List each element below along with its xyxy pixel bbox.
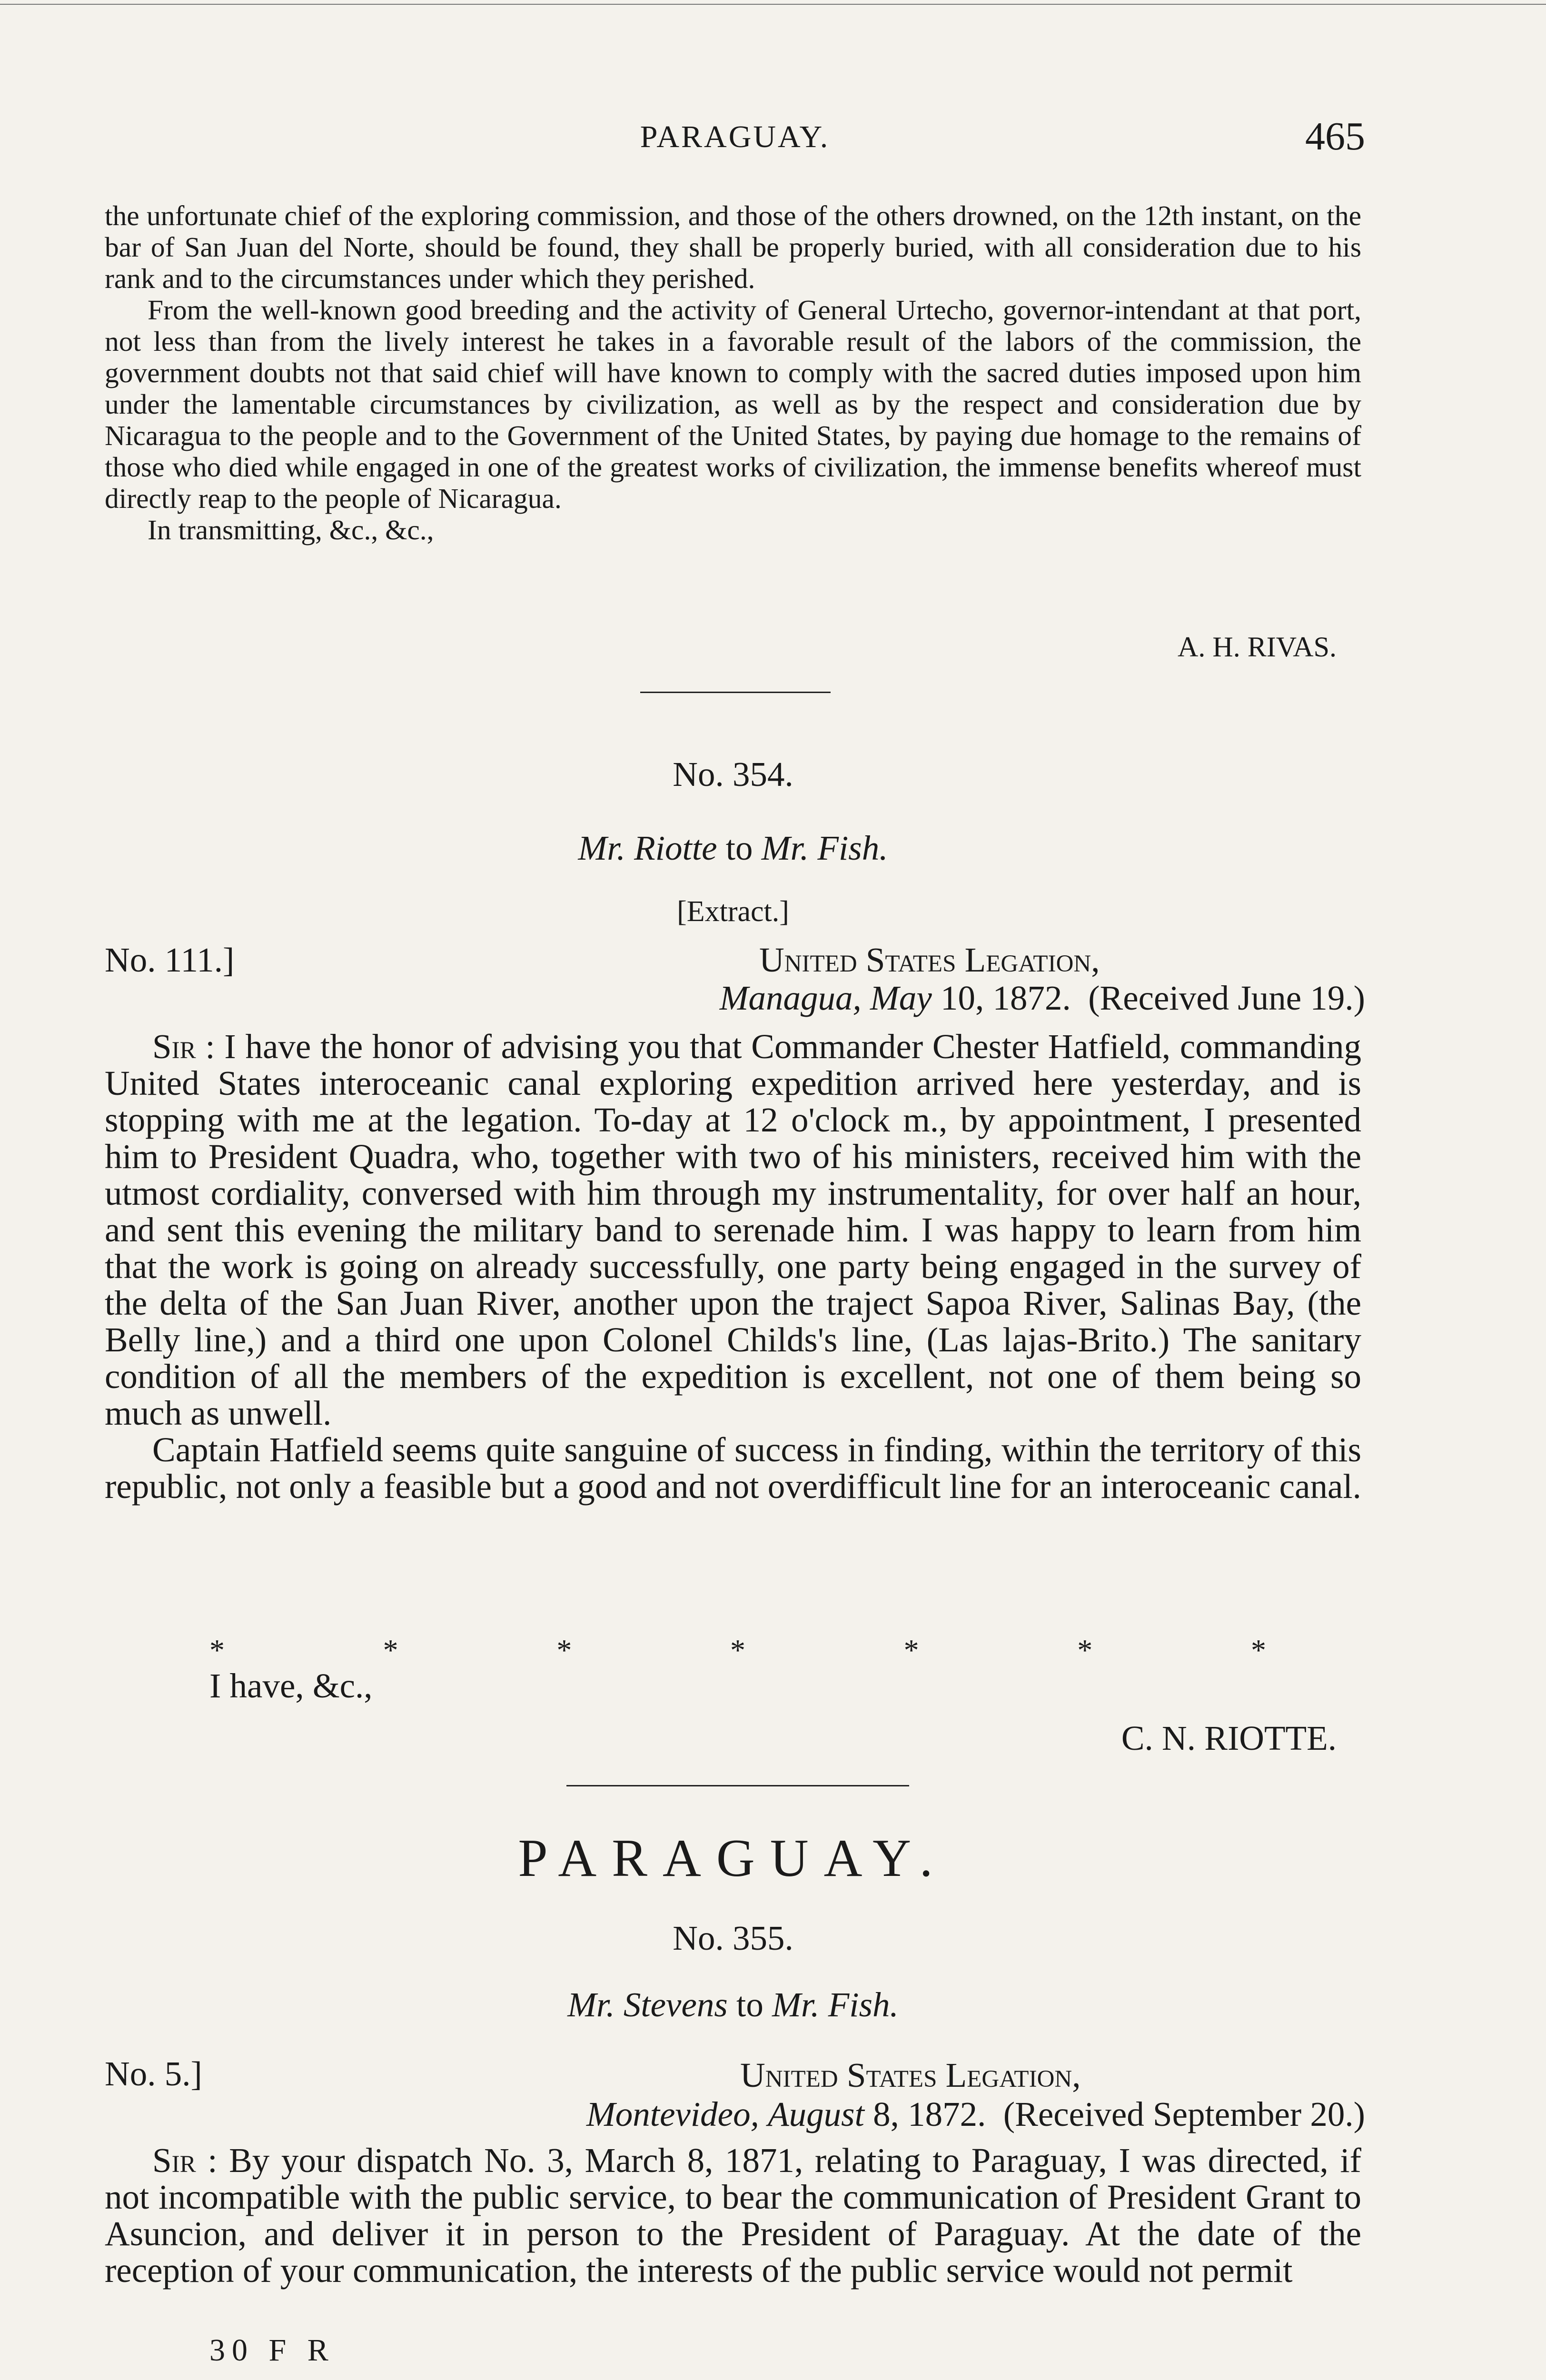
title-connector: to xyxy=(725,829,753,867)
dispatch-number: No. 5.] xyxy=(105,2054,202,2093)
dateline xyxy=(720,978,1365,1018)
closing-line: I have, &c., xyxy=(209,1666,373,1705)
divider xyxy=(566,1785,909,1786)
place: Montevideo, xyxy=(586,2095,759,2133)
document-title xyxy=(105,1985,1361,2025)
signature-mark: 30 F R xyxy=(209,2333,335,2368)
month: August xyxy=(768,2095,864,2133)
received-date: (Received June 19.) xyxy=(1088,979,1365,1017)
ellipsis-stars: * * * * * * * xyxy=(209,1633,1266,1667)
signature: A. H. RIVAS. xyxy=(1178,631,1337,663)
recipient: Mr. Fish. xyxy=(761,829,888,867)
document-title xyxy=(105,828,1361,868)
salutation: Sir : xyxy=(152,2141,218,2180)
legation-heading: United States Legation, xyxy=(740,2056,1081,2094)
paragraph: Sir : By your dispatch No. 3, March 8, 1871, relating to Paraguay, I was directed, if not incompatible with the public service, to bear the communication of President Grant to Asuncion, and deliver it in person to the President of Paraguay. At the date of the reception of your communication, the interests of the public service would not permit xyxy=(105,2141,1361,2290)
extract-note: [Extract.] xyxy=(677,895,789,928)
recipient: Mr. Fish. xyxy=(772,1985,899,2024)
month: May xyxy=(870,979,932,1017)
date: 8, 1872. xyxy=(873,2095,986,2133)
date: 10, 1872. xyxy=(940,979,1071,1017)
place: Managua, xyxy=(719,979,862,1017)
received-date: (Received September 20.) xyxy=(1003,2095,1365,2133)
document-number: No. 355. xyxy=(673,1919,793,1957)
sender: Mr. Riotte xyxy=(578,829,717,867)
legation-heading: United States Legation, xyxy=(759,941,1100,979)
section-title: PARAGUAY. xyxy=(518,1829,948,1888)
running-head: PARAGUAY. xyxy=(640,119,830,154)
letter-body xyxy=(105,2142,1361,2289)
title-connector: to xyxy=(736,1985,763,2024)
letter-continuation xyxy=(105,200,1361,545)
signature: C. N. RIOTTE. xyxy=(1121,1719,1337,1757)
letter-body xyxy=(105,1028,1361,1505)
page-number: 465 xyxy=(1305,114,1365,159)
paragraph: From the well-known good breeding and the activity of General Urtecho, governor-intendant at that port, not less than from the lively interest he takes in a favorable result of the labors of the commission, the government doubts not that said chief will have known to comply with the sacred duties imposed upon him under the lamentable circumstances by civilization, as well as by the respect and consideration due by Nicaragua to the people and to the Government of the United States, by paying due homage to the remains of those who died while engaged in one of the greatest works of civilization, the immense benefits whereof must directly reap to the people of Nicaragua. xyxy=(105,294,1361,514)
paragraph: the unfortunate chief of the exploring commission, and those of the others drowned, on the 12th instant, on the bar of San Juan del Norte, should be found, they shall be properly buried, with all consideration due to his rank and to the circumstances under which they perished. xyxy=(105,200,1361,294)
dispatch-number: No. 111.] xyxy=(105,941,235,979)
document-number: No. 354. xyxy=(673,755,793,793)
closing-line: In transmitting, &c., &c., xyxy=(148,514,434,545)
dateline xyxy=(586,2094,1365,2134)
paragraph: Captain Hatfield seems quite sanguine of success in finding, within the territory of this republic, not only a feasible but a good and not overdifficult line for an interoceanic canal. xyxy=(105,1430,1361,1506)
page-top-border xyxy=(0,4,1546,5)
divider xyxy=(640,692,831,693)
paragraph: Sir : I have the honor of advising you that Commander Chester Hatfield, commanding United States interoceanic canal exploring expedition arrived here yesterday, and is stopping with me at the legation. To-day at 12 o'clock m., by appointment, I presented him to President Quadra, who, together with two of his ministers, received him with the utmost cordiality, conversed with him through my instrumentality, for over half an hour, and sent this evening the military band to serenade him. I was happy to learn from him that the work is going on already successfully, one party being engaged in the survey of the delta of the San Juan River, another upon the traject Sapoa River, Salinas Bay, (the Belly line,) and a third one upon Colonel Childs's line, (Las lajas-Brito.) The sanitary condition of all the members of the expedition is excellent, not one of them being so much as unwell. xyxy=(105,1027,1361,1432)
salutation: Sir : xyxy=(152,1027,215,1066)
sender: Mr. Stevens xyxy=(567,1985,728,2024)
